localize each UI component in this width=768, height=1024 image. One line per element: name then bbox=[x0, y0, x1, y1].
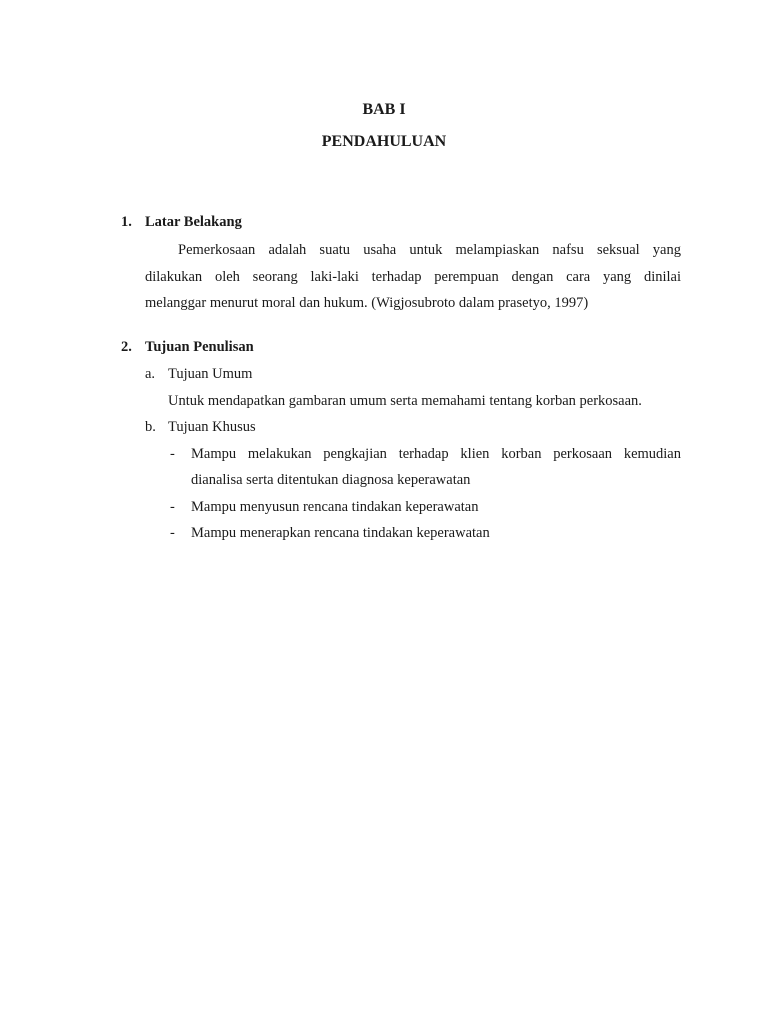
subsection-a-text: Untuk mendapatkan gambaran umum serta memahami tentang korban perkosaan. bbox=[168, 393, 642, 409]
section-1-number: 1. bbox=[121, 214, 132, 230]
subsection-a-marker: a. bbox=[145, 366, 156, 382]
bullet-1-line-2: dianalisa serta ditentukan diagnosa keperawatan bbox=[191, 472, 471, 488]
bullet-1-marker: - bbox=[170, 446, 175, 462]
bullet-3-marker: - bbox=[170, 525, 175, 541]
chapter-title: PENDAHULUAN bbox=[321, 133, 447, 150]
subsection-a-heading: Tujuan Umum bbox=[168, 366, 253, 382]
chapter-label: BAB I bbox=[362, 101, 406, 118]
subsection-b-heading: Tujuan Khusus bbox=[168, 419, 256, 435]
bullet-1-line-1: Mampu melakukan pengkajian terhadap klien korban perkosaan kemudian bbox=[191, 446, 681, 462]
section-1-paragraph-line-1: Pemerkosaan adalah suatu usaha untuk melampiaskan nafsu seksual yang bbox=[178, 242, 681, 258]
bullet-2-text: Mampu menyusun rencana tindakan keperawatan bbox=[191, 499, 479, 515]
bullet-3-text: Mampu menerapkan rencana tindakan keperawatan bbox=[191, 525, 490, 541]
subsection-b-marker: b. bbox=[145, 419, 156, 435]
bullet-2-marker: - bbox=[170, 499, 175, 515]
section-1-paragraph-line-2: dilakukan oleh seorang laki-laki terhadap perempuan dengan cara yang dinilai bbox=[145, 269, 681, 285]
section-2-heading: Tujuan Penulisan bbox=[145, 339, 254, 355]
section-1-paragraph-line-3: melanggar menurut moral dan hukum. (Wigjosubroto dalam prasetyo, 1997) bbox=[145, 295, 589, 311]
section-1-heading: Latar Belakang bbox=[145, 214, 242, 230]
section-2-number: 2. bbox=[121, 339, 132, 355]
